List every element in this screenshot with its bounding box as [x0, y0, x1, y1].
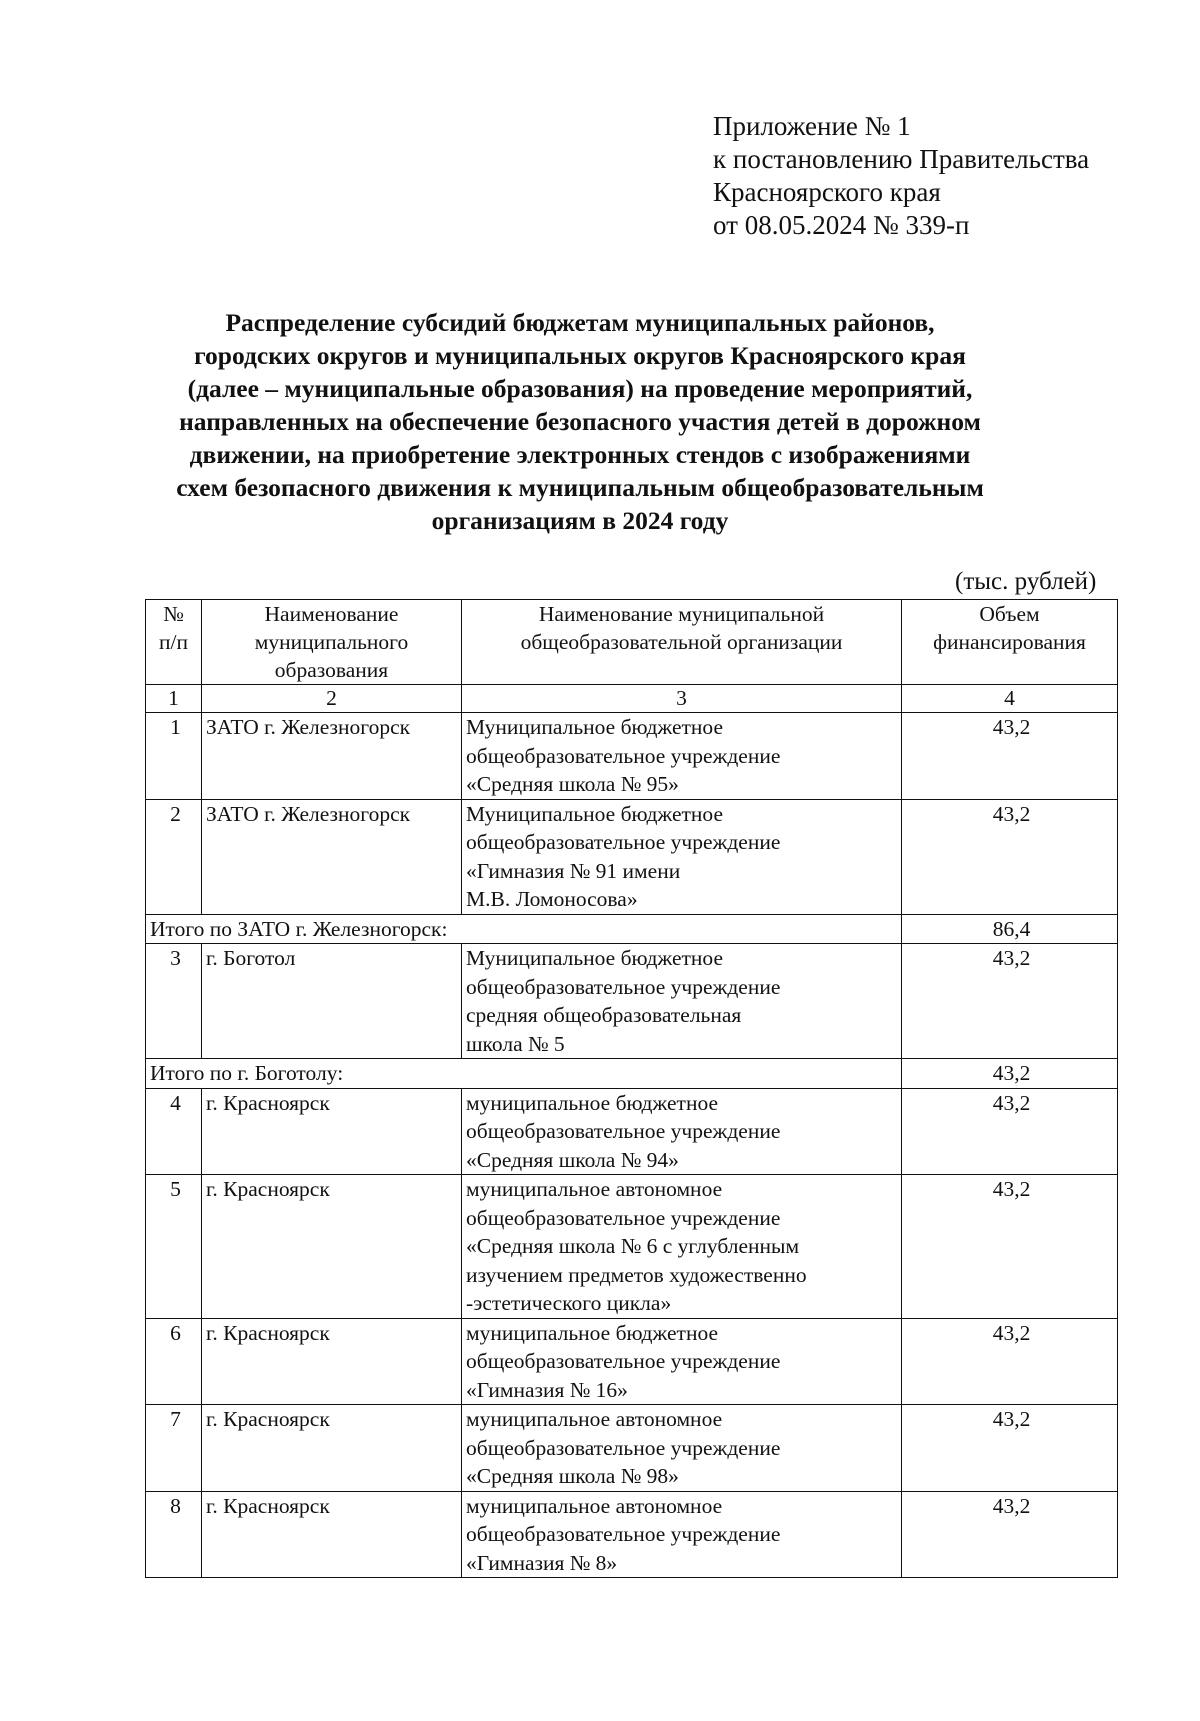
row-number: 5: [146, 1175, 202, 1319]
table-row: [146, 1088, 1118, 1175]
organization-line: муниципальное бюджетное: [466, 1090, 719, 1115]
municipality-name: г. Красноярск: [202, 1175, 462, 1319]
table-row: [146, 713, 1118, 800]
row-number: 1: [146, 713, 202, 800]
organization-line: муниципальное автономное: [466, 1177, 723, 1201]
organization-line: муниципальное бюджетное: [466, 1320, 719, 1345]
table-row: [146, 1175, 1118, 1319]
table-row: [146, 799, 1118, 914]
total-amount: 43,2: [902, 1059, 1118, 1089]
table-total-row: [146, 914, 1118, 944]
organization-line: «Средняя школа № 6 с углубленным: [466, 1234, 800, 1258]
header-amount: Объем финансирования: [902, 600, 1118, 685]
units-label: (тыс. рублей): [955, 568, 1097, 595]
header-municipality: Наименование муниципального образования: [202, 600, 462, 685]
subsidy-table: [145, 599, 1118, 1578]
funding-amount: 43,2: [902, 1175, 1118, 1319]
row-number: 3: [146, 944, 202, 1059]
title-line: (далее – муниципальные образования) на проведение мероприятий,: [187, 374, 973, 403]
municipality-name: ЗАТО г. Железногорск: [202, 713, 462, 800]
title-line: движении, на приобретение электронных стендов с изображениями: [189, 440, 971, 469]
municipality-name: г. Красноярск: [202, 1318, 462, 1405]
organization-line: изучением предметов художественно: [466, 1262, 807, 1287]
row-number: 8: [146, 1491, 202, 1578]
municipality-name: ЗАТО г. Железногорск: [202, 799, 462, 914]
organization-line: М.В. Ломоносова»: [466, 887, 638, 911]
organization-line: муниципальное автономное: [466, 1493, 723, 1518]
table-header-row: [146, 600, 1118, 685]
municipality-name: г. Красноярск: [202, 1088, 462, 1175]
organization-line: «Средняя школа № 98»: [466, 1464, 679, 1488]
table-total-row: [146, 1059, 1118, 1089]
municipality-name: г. Красноярск: [202, 1405, 462, 1492]
total-amount: 86,4: [902, 914, 1118, 944]
appendix-line: Приложение № 1: [713, 111, 911, 141]
organization-name: [462, 713, 902, 800]
organization-name: [462, 944, 902, 1059]
organization-line: «Гимназия № 16»: [466, 1377, 628, 1402]
organization-line: средняя общеобразовательная: [466, 1003, 742, 1027]
index-cell: 3: [462, 685, 902, 713]
row-number: 7: [146, 1405, 202, 1492]
appendix-line: от 08.05.2024 № 339-п: [713, 210, 970, 240]
organization-line: общеобразовательное учреждение: [466, 743, 781, 768]
organization-name: [462, 1175, 902, 1319]
row-number: 4: [146, 1088, 202, 1175]
table-row: [146, 944, 1118, 1059]
organization-line: Муниципальное бюджетное: [466, 715, 723, 739]
funding-amount: 43,2: [902, 1405, 1118, 1492]
organization-line: общеобразовательное учреждение: [466, 1435, 781, 1460]
organization-line: общеобразовательное учреждение: [466, 974, 781, 999]
title-line: схем безопасного движения к муниципальным общеобразовательным: [176, 473, 984, 502]
organization-line: -эстетического цикла»: [466, 1291, 672, 1315]
table-row: [146, 1318, 1118, 1405]
total-label: Итого по г. Боготолу:: [146, 1059, 902, 1089]
organization-line: «Гимназия № 8»: [466, 1550, 618, 1575]
index-cell: 1: [146, 685, 202, 713]
organization-line: общеобразовательное учреждение: [466, 1522, 781, 1546]
index-cell: 2: [202, 685, 462, 713]
organization-line: муниципальное автономное: [466, 1407, 723, 1431]
organization-line: общеобразовательное учреждение: [466, 1205, 781, 1230]
organization-line: «Гимназия № 91 имени: [466, 858, 681, 883]
organization-line: общеобразовательное учреждение: [466, 1119, 781, 1143]
organization-line: Муниципальное бюджетное: [466, 946, 723, 970]
appendix-line: Красноярского края: [713, 177, 941, 207]
table-row: [146, 1405, 1118, 1492]
header-organization: Наименование муниципальной общеобразовательной организации: [462, 600, 902, 685]
title-line: Распределение субсидий бюджетам муниципальных районов,: [225, 308, 935, 337]
row-number: 2: [146, 799, 202, 914]
organization-name: [462, 1088, 902, 1175]
table-row: [146, 1491, 1118, 1578]
municipality-name: г. Боготол: [202, 944, 462, 1059]
document-title: [130, 306, 1030, 537]
funding-amount: 43,2: [902, 713, 1118, 800]
municipality-name: г. Красноярск: [202, 1491, 462, 1578]
organization-name: [462, 1405, 902, 1492]
organization-line: Муниципальное бюджетное: [466, 801, 723, 826]
organization-line: школа № 5: [466, 1031, 565, 1056]
funding-amount: 43,2: [902, 944, 1118, 1059]
organization-line: «Средняя школа № 94»: [466, 1147, 679, 1172]
title-line: городских округов и муниципальных округов Красноярского края: [194, 341, 966, 370]
organization-line: общеобразовательное учреждение: [466, 830, 781, 854]
funding-amount: 43,2: [902, 1318, 1118, 1405]
funding-amount: 43,2: [902, 1491, 1118, 1578]
total-label: Итого по ЗАТО г. Железногорск:: [146, 914, 902, 944]
funding-amount: 43,2: [902, 1088, 1118, 1175]
title-line: направленных на обеспечение безопасного участия детей в дорожном: [179, 407, 981, 436]
row-number: 6: [146, 1318, 202, 1405]
appendix-line: к постановлению Правительства: [713, 144, 1090, 174]
organization-name: [462, 1491, 902, 1578]
organization-name: [462, 799, 902, 914]
funding-amount: 43,2: [902, 799, 1118, 914]
organization-line: «Средняя школа № 95»: [466, 772, 679, 796]
organization-line: общеобразовательное учреждение: [466, 1349, 781, 1373]
table-index-row: [146, 685, 1118, 713]
appendix-header: [713, 110, 1089, 242]
title-line: организациям в 2024 году: [431, 506, 729, 535]
index-cell: 4: [902, 685, 1118, 713]
organization-name: [462, 1318, 902, 1405]
header-num: № п/п: [146, 600, 202, 685]
